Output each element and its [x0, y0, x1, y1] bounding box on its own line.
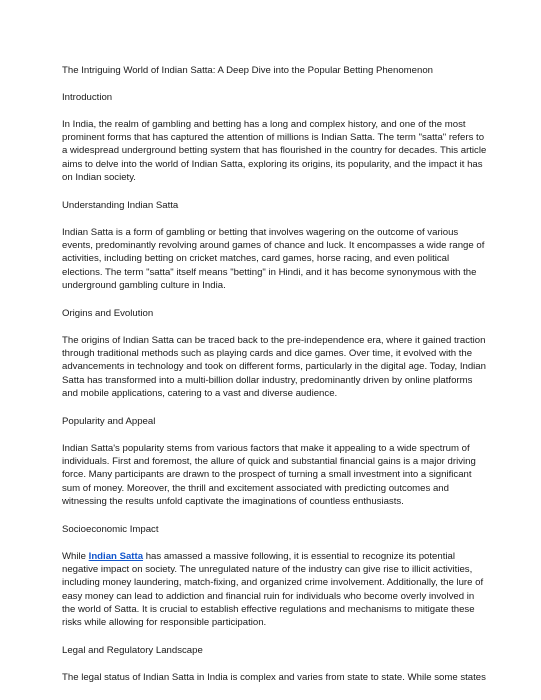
body-text-prefix: While	[62, 551, 89, 563]
section-body-socioeconomic	[62, 550, 487, 629]
section-heading-introduction: Introduction	[62, 92, 113, 103]
section-body-popularity: Indian Satta's popularity stems from various factors that make it appealing to a wide spectrum of individuals. First and foremost, the allure of quick and substantial financial gains is a major driving force. Many participants are drawn to the prospect of turning a small investment into a significant sum of money. Moreover, the thrill and excitement associated with predicting outcomes and witnessing the results unfold captivate the imaginations of countless enthusiasts.	[62, 443, 476, 507]
section-heading-legal: Legal and Regulatory Landscape	[62, 645, 203, 657]
section-heading-origins: Origins and Evolution	[62, 308, 154, 320]
document-title: The Intriguing World of Indian Satta: A Deep Dive into the Popular Betting Phenomenon	[62, 65, 434, 76]
section-body-introduction: In India, the realm of gambling and betting has a long and complex history, and one of the most prominent forms that has captured the attention of millions is Indian Satta. The term "satta" refers to a widespread underground betting system that has flourished in the country for decades. This article aims to delve into the world of Indian Satta, exploring its origins, its popularity, and the impact it has on Indian society.	[62, 119, 487, 183]
section-heading-understanding: Understanding Indian Satta	[62, 200, 179, 212]
indian-satta-link[interactable]: Indian Satta	[88, 551, 144, 563]
body-text-suffix: has amassed a massive following, it is essential to recognize its potential negative impact on society. The unregulated nature of the industry can give rise to illicit activities, including money laundering, match-fixing, and organized crime involvement. Additionally, the lure of easy money can lead to addiction and financial ruin for individuals who become overly involved in the world of Satta. It is crucial to establish effective regulations and mechanisms to mitigate these risks while allowing for responsible participation.	[62, 551, 484, 629]
section-body-understanding: Indian Satta is a form of gambling or betting that involves wagering on the outcome of various events, predominantly revolving around games of chance and luck. It encompasses a wide range of activities, including betting on cricket matches, card games, horse racing, and even political elections. The term "satta" itself means "betting" in Hindi, and it has become synonymous with the underground gambling culture in India.	[62, 227, 485, 291]
section-body-origins: The origins of Indian Satta can be traced back to the pre-independence era, where it gained traction through traditional methods such as playing cards and dice games. Over time, it evolved with the advancements in technology and took on different forms, particularly in the digital age. Today, Indian Satta has transformed into a multi-billion dollar industry, predominantly driven by online platforms and mobile applications, catering to a vast and diverse audience.	[62, 335, 486, 399]
section-heading-popularity: Popularity and Appeal	[62, 416, 156, 428]
section-heading-socioeconomic: Socioeconomic Impact	[62, 524, 159, 536]
section-body-legal: The legal status of Indian Satta in India is complex and varies from state to state. While some states	[62, 672, 486, 684]
